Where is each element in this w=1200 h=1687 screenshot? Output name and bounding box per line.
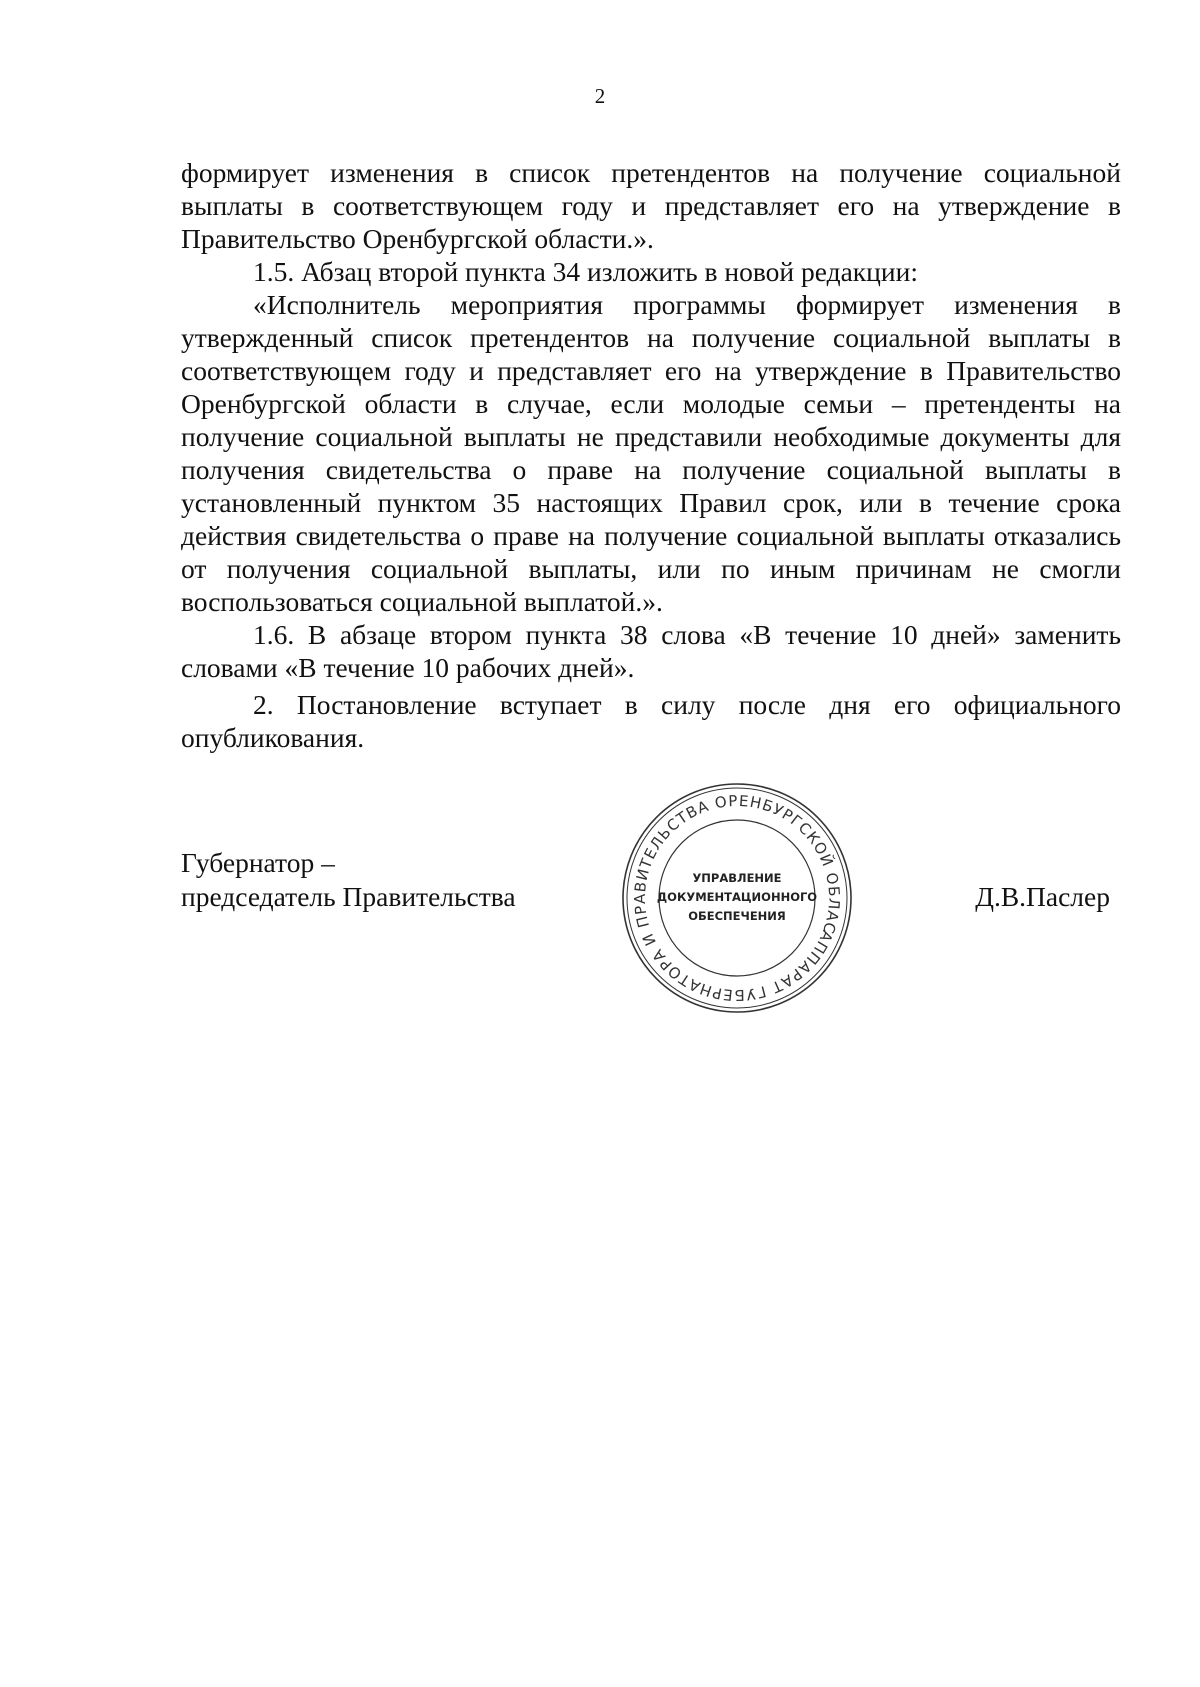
paragraph-item-1-5: 1.5. Абзац второй пункта 34 изложить в новой редакции: [253, 256, 918, 287]
stamp-center-line1: УПРАВЛЕНИЕ [692, 871, 782, 885]
paragraph-quoted-amendment: «Исполнитель мероприятия программы формирует изменения в утвержденный список претендентов на получение социальной выплаты в соответствующем году и представляет его на утверждение в Правительство Оренбургской области в случае, если молодые семьи – претенденты на получение социальной выплаты не представили необходимые документы для получения свидетельства о праве на получение социальной выплаты в установленный пунктом 35 настоящих Правил срок, или в течение срока действия свидетельства о праве на получение социальной выплаты отказались от получения социальной выплаты, или по иным причинам не смогли воспользоваться социальной выплатой.». [181, 289, 1121, 617]
stamp-center-line3: ОБЕСПЕЧЕНИЯ [688, 909, 786, 923]
stamp-center-line2: ДОКУМЕНТАЦИОННОГО [656, 890, 818, 904]
paragraph-item-1-6: 1.6. В абзаце втором пункта 38 слова «В течение 10 дней» заменить словами «В течение 10 рабочих дней». [181, 619, 1121, 683]
page-number: 2 [594, 84, 606, 108]
paragraph-continuation: формирует изменения в список претендентов на получение социальной выплаты в соответствующем году и представляет его на утверждение в Правительство Оренбургской области.». [181, 157, 1121, 254]
signatory-title-line1: Губернатор – [181, 847, 335, 878]
document-body [181, 156, 1121, 754]
signatory-title-line2: председатель Правительства [181, 881, 516, 912]
signatory-name: Д.В.Паслер [975, 881, 1110, 912]
official-stamp-seal [617, 778, 857, 1018]
stamp-ring-text: АППАРАТ ГУБЕРНАТОРА И ПРАВИТЕЛЬСТВА ОРЕНБУРГСКОЙ ОБЛАСТИ [630, 791, 844, 1005]
paragraph-item-2: 2. Постановление вступает в силу после дня его официального опубликования. [181, 689, 1121, 753]
signatory-title [181, 846, 516, 914]
